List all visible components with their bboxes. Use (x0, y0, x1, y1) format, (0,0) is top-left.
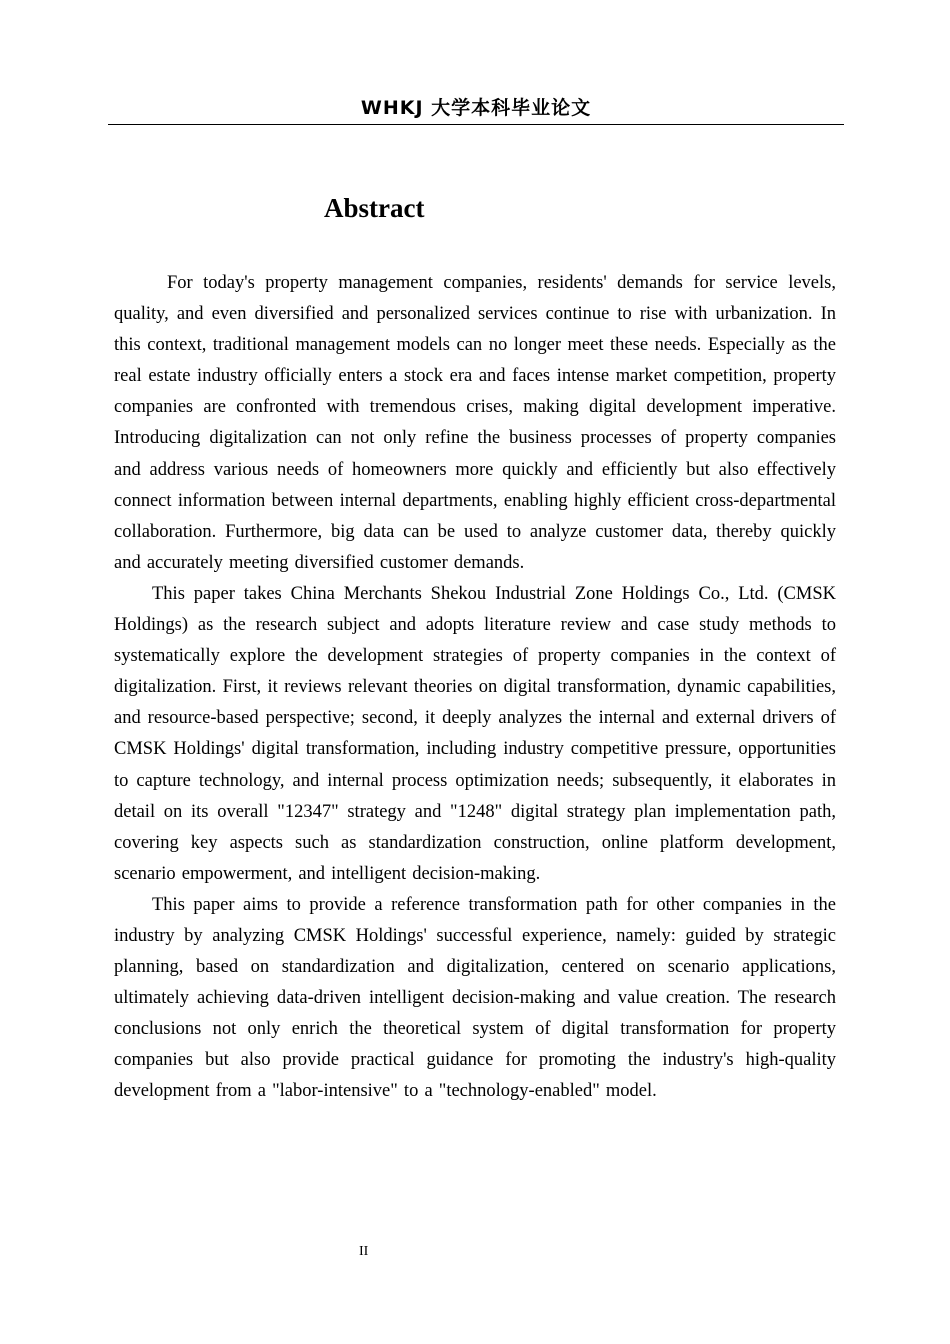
abstract-body (114, 268, 836, 1108)
header-title: WHKJ 大学本科毕业论文 (360, 97, 592, 119)
abstract-paragraph-3: This paper aims to provide a reference transformation path for other companies in the industry by analyzing CMSK Holdings' successful experience, namely: guided by strategic planning, based on standardization and digitalization, centered on scenario applications, ultimately achieving data-driven intelligent decision-making and value creation. The research conclusions not only enrich the theoretical system of digital transformation for property companies but also provide practical guidance for promoting the industry's high-quality development from a "labor-intensive" to a "technology-enabled" model. (114, 894, 836, 1102)
abstract-paragraph-1: For today's property management companies, residents' demands for service levels, quality, and even diversified and personalized services continue to rise with urbanization. In this context, traditional management models can no longer meet these needs. Especially as the real estate industry officially enters a stock era and faces intense market competition, property companies are confronted with tremendous crises, making digital development imperative. Introducing digitalization can not only refine the business processes of property companies and address various needs of homeowners more quickly and efficiently but also effectively connect information between internal departments, enabling highly efficient cross-departmental collaboration. Furthermore, big data can be used to analyze customer data, thereby quickly and accurately meeting diversified customer demands. (114, 273, 836, 573)
page-number: II (359, 1244, 369, 1259)
abstract-title: Abstract (324, 193, 425, 223)
abstract-paragraph-2: This paper takes China Merchants Shekou Industrial Zone Holdings Co., Ltd. (CMSK Holdings) as the research subject and adopts literature review and case study methods to systematically explore the development strategies of property companies in the context of digitalization. First, it reviews relevant theories on digital transformation, dynamic capabilities, and resource-based perspective; second, it deeply analyzes the internal and external drivers of CMSK Holdings' digital transformation, including industry competitive pressure, opportunities to capture technology, and internal process optimization needs; subsequently, it elaborates in detail on its overall "12347" strategy and "1248" digital strategy plan implementation path, covering key aspects such as standardization construction, online platform development, scenario empowerment, and intelligent decision-making. (114, 583, 836, 884)
running-header (108, 96, 844, 125)
